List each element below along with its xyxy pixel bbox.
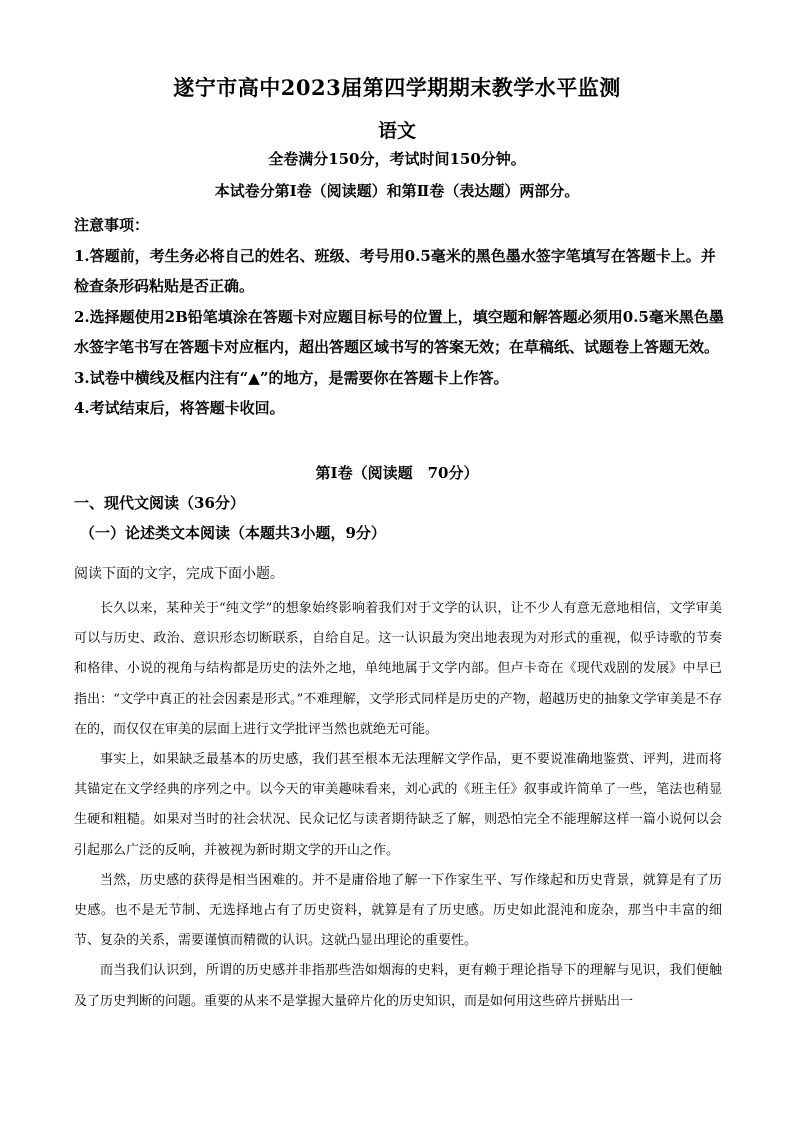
article-paragraph: 事实上，如果缺乏最基本的历史感，我们甚至根本无法理解文学作品，更不要说准确地鉴赏、评判，进而将其锚定在文学经典的序列之中。以今天的审美趣味看来，刘心武的《班主任》叙事或许简单了一些，笔法也稍显生硬和粗糙。如果对当时的社会状况、民众记忆与读者期待缺乏了解，则恐怕完全不能理解这样一篇小说何以会引起那么广泛的反响，并被视为新时期文学的开山之作。 bbox=[74, 752, 722, 858]
article-paragraph: 而当我们认识到，所谓的历史感并非指那些浩如烟海的史料，更有赖于理论指导下的理解与见识，我们便触及了历史判断的问题。重要的从来不是掌握大量碎片化的历史知识，而是如何用这些碎片拼贴出一 bbox=[74, 963, 722, 1009]
article-paragraph: 当然，历史感的获得是相当困难的。并不是庸俗地了解一下作家生平、写作缘起和历史背景，就算是有了历史感。也不是无节制、无选择地占有了历史资料，就算是有了历史感。历史如此混沌和庞杂，那当中丰富的细节、复杂的关系，需要谨慎而精微的认识。这就凸显出理论的重要性。 bbox=[74, 872, 722, 949]
part-heading: 一、现代文阅读（36分） bbox=[74, 494, 245, 512]
notes-item: 4.考试结束后，将答题卡收回。 bbox=[74, 399, 285, 417]
exam-title: 遂宁市高中2023届第四学期期末教学水平监测 bbox=[173, 75, 621, 100]
notes-heading: 注意事项： bbox=[74, 216, 150, 234]
subject-title: 语文 bbox=[377, 120, 416, 142]
parts-line: 本试卷分第Ⅰ卷（阅读题）和第Ⅱ卷（表达题）两部分。 bbox=[214, 182, 580, 200]
score-time-line: 全卷满分150分，考试时间150分钟。 bbox=[268, 150, 526, 168]
notes-item: 2.选择题使用2B铅笔填涂在答题卡对应题目标号的位置上，填空题和解答题必须用0.5毫米黑色墨水签字笔书写在答题卡对应框内，超出答题区域书写的答案无效；在草稿纸、试题卷上答题无效。 bbox=[74, 307, 724, 356]
subpart-heading: （一）论述类文本阅读（本题共3小题，9分） bbox=[80, 524, 386, 542]
notes-item: 3.试卷中横线及框内注有“▲”的地方，是需要你在答题卡上作答。 bbox=[74, 368, 509, 387]
reading-instruction: 阅读下面的文字，完成下面小题。 bbox=[74, 566, 284, 582]
article-body bbox=[74, 594, 722, 1017]
notes-section bbox=[74, 210, 724, 424]
article-paragraph: 长久以来，某种关于“纯文学”的想象始终影响着我们对于文学的认识，让不少人有意无意地相信，文学审美可以与历史、政治、意识形态切断联系，自给自足。这一认识最为突出地表现为对形式的重视，似乎诗歌的节奏和格律、小说的视角与结构都是历史的法外之地，单纯地属于文学内部。但卢卡奇在《现代戏剧的发展》中早已指出：“文学中真正的社会因素是形式。”不难理解，文学形式同样是历史的产物，超越历史的抽象文学审美是不存在的，而仅仅在审美的层面上进行文学批评当然也就绝无可能。 bbox=[74, 601, 722, 737]
section-title: 第Ⅰ卷（阅读题 70分） bbox=[315, 464, 479, 482]
notes-item: 1.答题前，考生务必将自己的姓名、班级、考号用0.5毫米的黑色墨水签字笔填写在答题卡上。并检查条形码粘贴是否正确。 bbox=[74, 246, 716, 295]
